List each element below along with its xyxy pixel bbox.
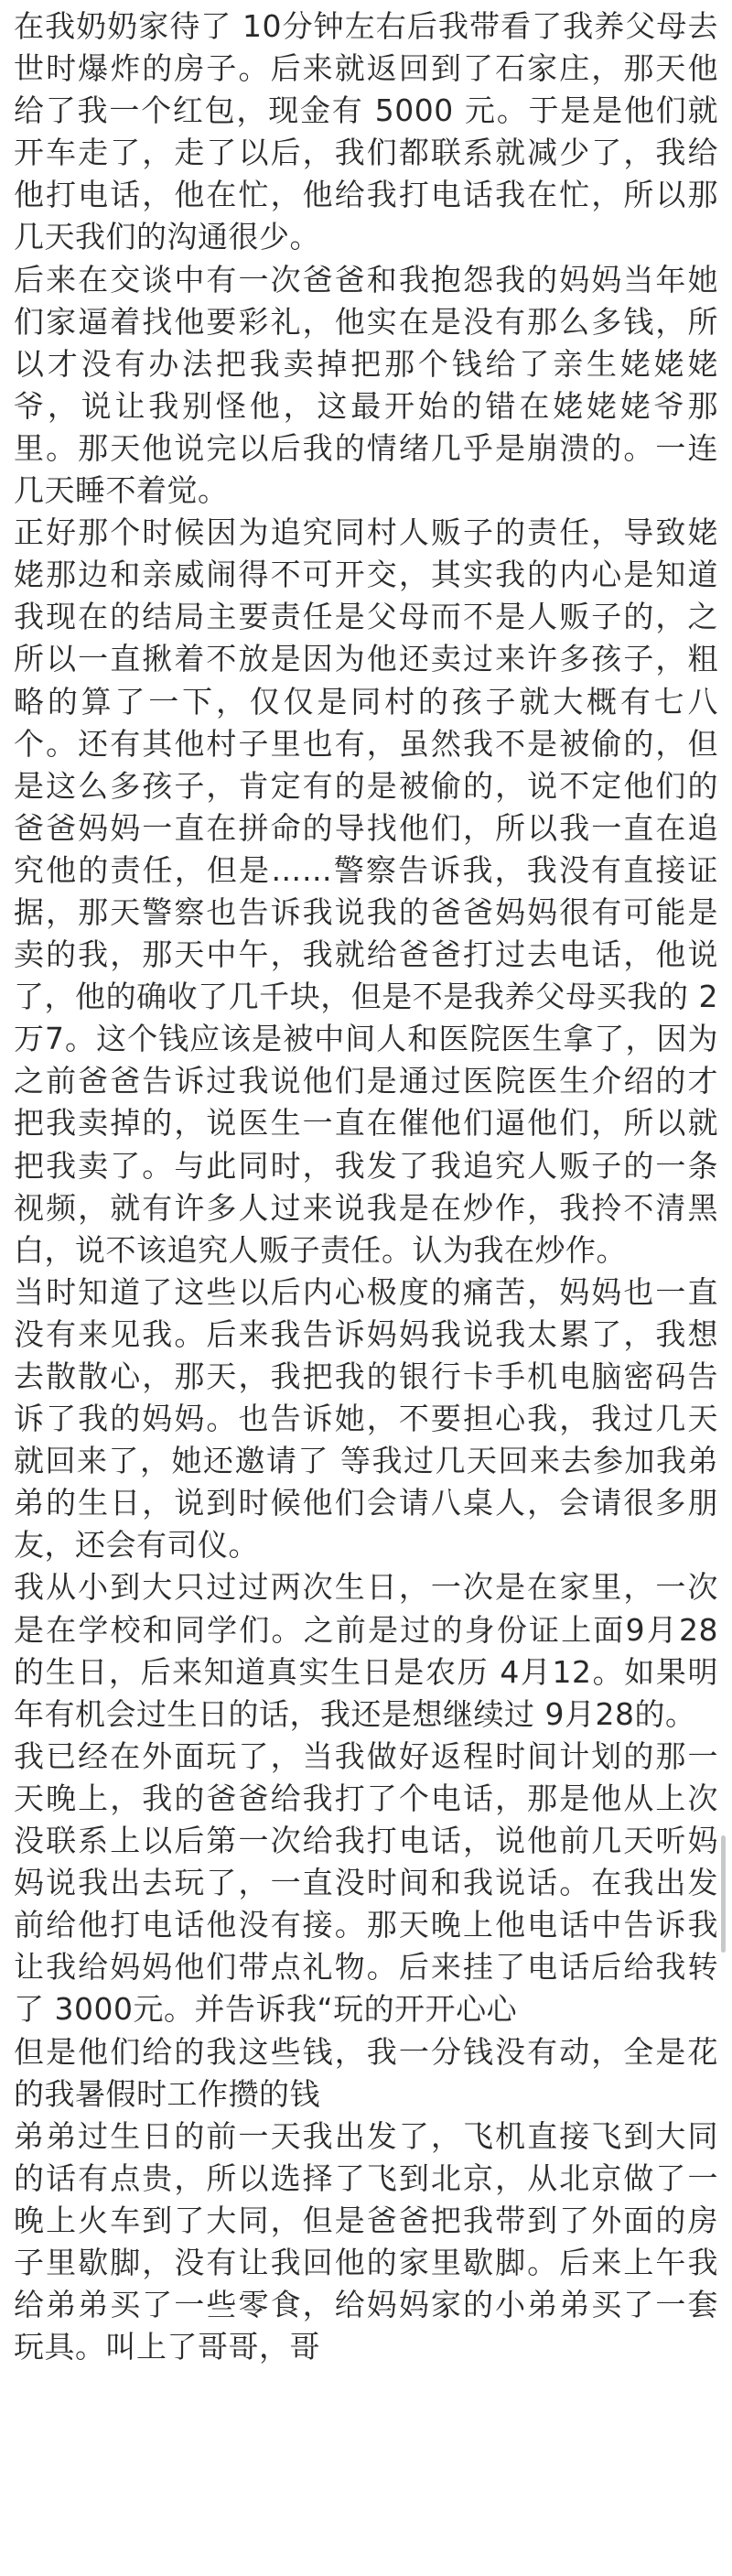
scrollbar-thumb[interactable] (721, 1835, 726, 1953)
paragraph: 正好那个时候因为追究同村人贩子的责任，导致姥姥那边和亲威闹得不可开交，其实我的内心是知道我现在的结局主要责任是父母而不是人贩子的，之所以一直揪着不放是因为他还卖过来许多孩子，粗略的算了一下，仅仅是同村的孩子就大概有七八个。还有其他村子里也有，虽然我不是被偷的，但是这么多孩子，肯定有的是被偷的，说不定他们的爸爸妈妈一直在拼命的导找他们，所以我一直在追究他的责任，但是……警察告诉我，我没有直接证据，那天警察也告诉我说我的爸爸妈妈很有可能是卖的我，那天中午，我就给爸爸打过去电话，他说了，他的确收了几千块，但是不是我养父母买我的 2万7。这个钱应该是被中间人和医院医生拿了，因为之前爸爸告诉过我说他们是通过医院医生介绍的才把我卖掉的，说医生一直在催他们逼他们，所以就把我卖了。与此同时，我发了我追究人贩子的一条视频，就有许多人过来说我是在炒作，我拎不清黑白，说不该追究人贩子责任。认为我在炒作。 (14, 514, 718, 1268)
paragraph: 当时知道了这些以后内心极度的痛苦，妈妈也一直没有来见我。后来我告诉妈妈我说我太累了，我想去散散心，那天，我把我的银行卡手机电脑密码告诉了我的妈妈。也告诉她，不要担心我，我过几天就回来了，她还邀请了 等我过几天回来去参加我弟弟的生日，说到时候他们会请八桌人，会请很多朋友，还会有司仪。 (14, 1273, 718, 1564)
article-body (14, 5, 718, 2368)
paragraph: 在我奶奶家待了 10分钟左右后我带看了我养父母去世时爆炸的房子。后来就返回到了石家庄，那天他给了我一个红包，现金有 5000 元。于是是他们就开车走了，走了以后，我们都联系就减少了，我给他打电话，他在忙，他给我打电话我在忙，所以那几天我们的沟通很少。 (14, 8, 718, 255)
paragraph: 我已经在外面玩了，当我做好返程时间计划的那一天晚上，我的爸爸给我打了个电话，那是他从上次没联系上以后第一次给我打电话，说他前几天听妈妈说我出去玩了，一直没时间和我说话。在我出发前给他打电话他没有接。那天晚上他电话中告诉我让我给妈妈他们带点礼物。后来挂了电话后给我转了 3000元。并告诉我“玩的开开心心 (14, 1737, 718, 2028)
paragraph: 后来在交谈中有一次爸爸和我抱怨我的妈妈当年她们家逼着找他要彩礼，他实在是没有那么多钱，所以才没有办法把我卖掉把那个钱给了亲生姥姥姥爷，说让我别怪他，这最开始的错在姥姥姥爷那里。那天他说完以后我的情绪几乎是崩溃的。一连几天睡不着觉。 (14, 261, 718, 509)
paragraph: 我从小到大只过过两次生日，一次是在家里，一次是在学校和同学们。之前是过的身份证上面9月28 的生日，后来知道真实生日是农历 4月12。如果明年有机会过生日的话，我还是想继续过 9月28的。 (14, 1569, 718, 1732)
paragraph: 弟弟过生日的前一天我出发了，飞机直接飞到大同的话有点贵，所以选择了飞到北京，从北京做了一晚上火车到了大同，但是爸爸把我带到了外面的房子里歇脚，没有让我回他的家里歇脚。后来上午我给弟弟买了一些零食，给妈妈家的小弟弟买了一套玩具。叫上了哥哥，哥 (14, 2117, 718, 2365)
paragraph: 但是他们给的我这些钱，我一分钱没有动，全是花的我暑假时工作攒的钱 (14, 2033, 718, 2112)
